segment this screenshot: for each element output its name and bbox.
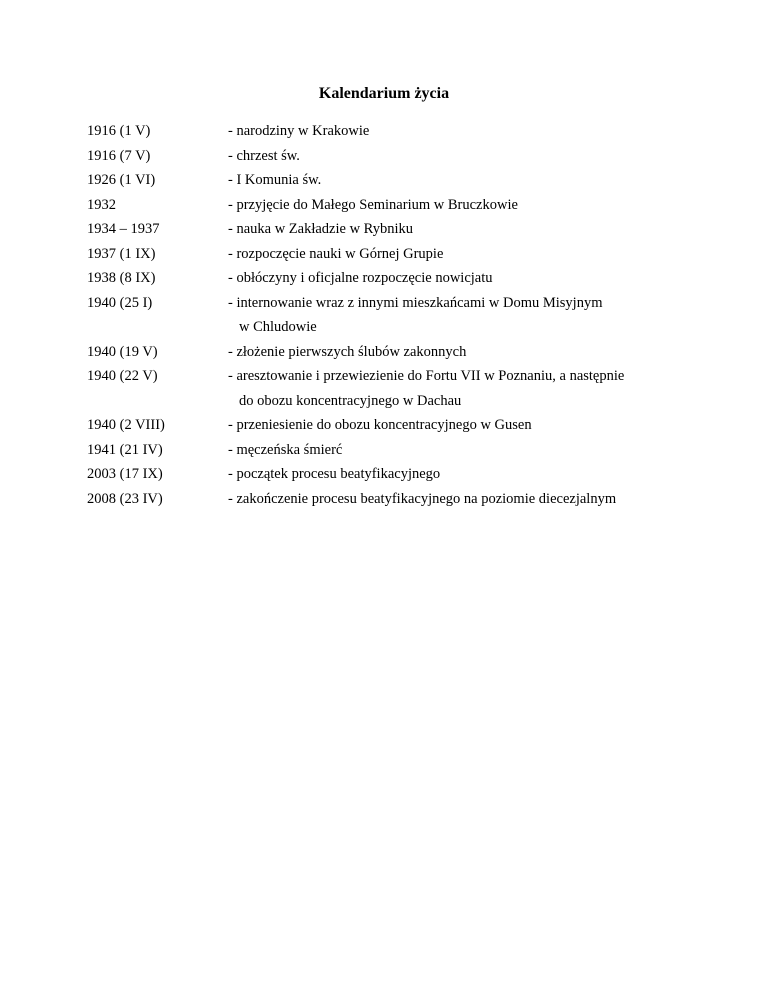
timeline-entry [87,340,707,365]
timeline-list [87,119,707,511]
timeline-entry [87,119,707,144]
timeline-entry [87,413,707,438]
entry-description [228,291,707,340]
entry-description: - obłóczyny i oficjalne rozpoczęcie nowicjatu [228,270,493,286]
entry-description: - nauka w Zakładzie w Rybniku [228,221,414,237]
timeline-entry [87,193,707,218]
page-title: Kalendarium życia [318,85,450,102]
entry-description [228,364,707,413]
entry-date: 2003 (17 IX) [87,466,163,482]
entry-description: - początek procesu beatyfikacyjnego [228,466,441,482]
entry-date: 2008 (23 IV) [87,490,163,507]
entry-description: - zakończenie procesu beatyfikacyjnego na poziomie diecezjalnym [228,490,617,507]
timeline-entry [87,487,707,512]
entry-description-line: - aresztowanie i przewiezienie do Fortu VII w Poznaniu, a następnie [228,368,625,384]
entry-date: 1916 (1 V) [87,123,151,139]
entry-date: 1940 (19 V) [87,343,158,360]
entry-description: - męczeńska śmierć [228,441,343,458]
entry-date: 1916 (7 V) [87,147,151,164]
timeline-entry [87,168,707,193]
entry-description: - przeniesienie do obozu koncentracyjnego w Gusen [228,417,532,433]
entry-description: - chrzest św. [228,147,300,164]
timeline-entry [87,266,707,291]
timeline-entry [87,144,707,169]
timeline-entry [87,462,707,487]
timeline-entry [87,242,707,267]
timeline-entry [87,291,707,340]
entry-date: 1932 [87,196,116,213]
entry-date: 1938 (8 IX) [87,270,156,286]
entry-date: 1940 (25 I) [87,294,153,311]
timeline-entry [87,438,707,463]
entry-date: 1934 – 1937 [87,221,160,237]
entry-description-line: - internowanie wraz z innymi mieszkańcami w Domu Misyjnym [228,294,603,311]
timeline-entry [87,364,707,413]
entry-description: - I Komunia św. [228,172,322,188]
entry-date: 1940 (2 VIII) [87,417,165,433]
entry-date: 1940 (22 V) [87,368,158,384]
entry-description: - narodziny w Krakowie [228,123,370,139]
entry-description: - złożenie pierwszych ślubów zakonnych [228,343,467,360]
entry-description-continuation: w Chludowie [239,319,317,335]
entry-description: - rozpoczęcie nauki w Górnej Grupie [228,245,444,262]
entry-description-continuation: do obozu koncentracyjnego w Dachau [239,392,462,409]
timeline-entry [87,217,707,242]
entry-description: - przyjęcie do Małego Seminarium w Bruczkowie [228,196,518,213]
entry-date: 1937 (1 IX) [87,245,156,262]
entry-date: 1926 (1 VI) [87,172,156,188]
entry-date: 1941 (21 IV) [87,441,163,458]
